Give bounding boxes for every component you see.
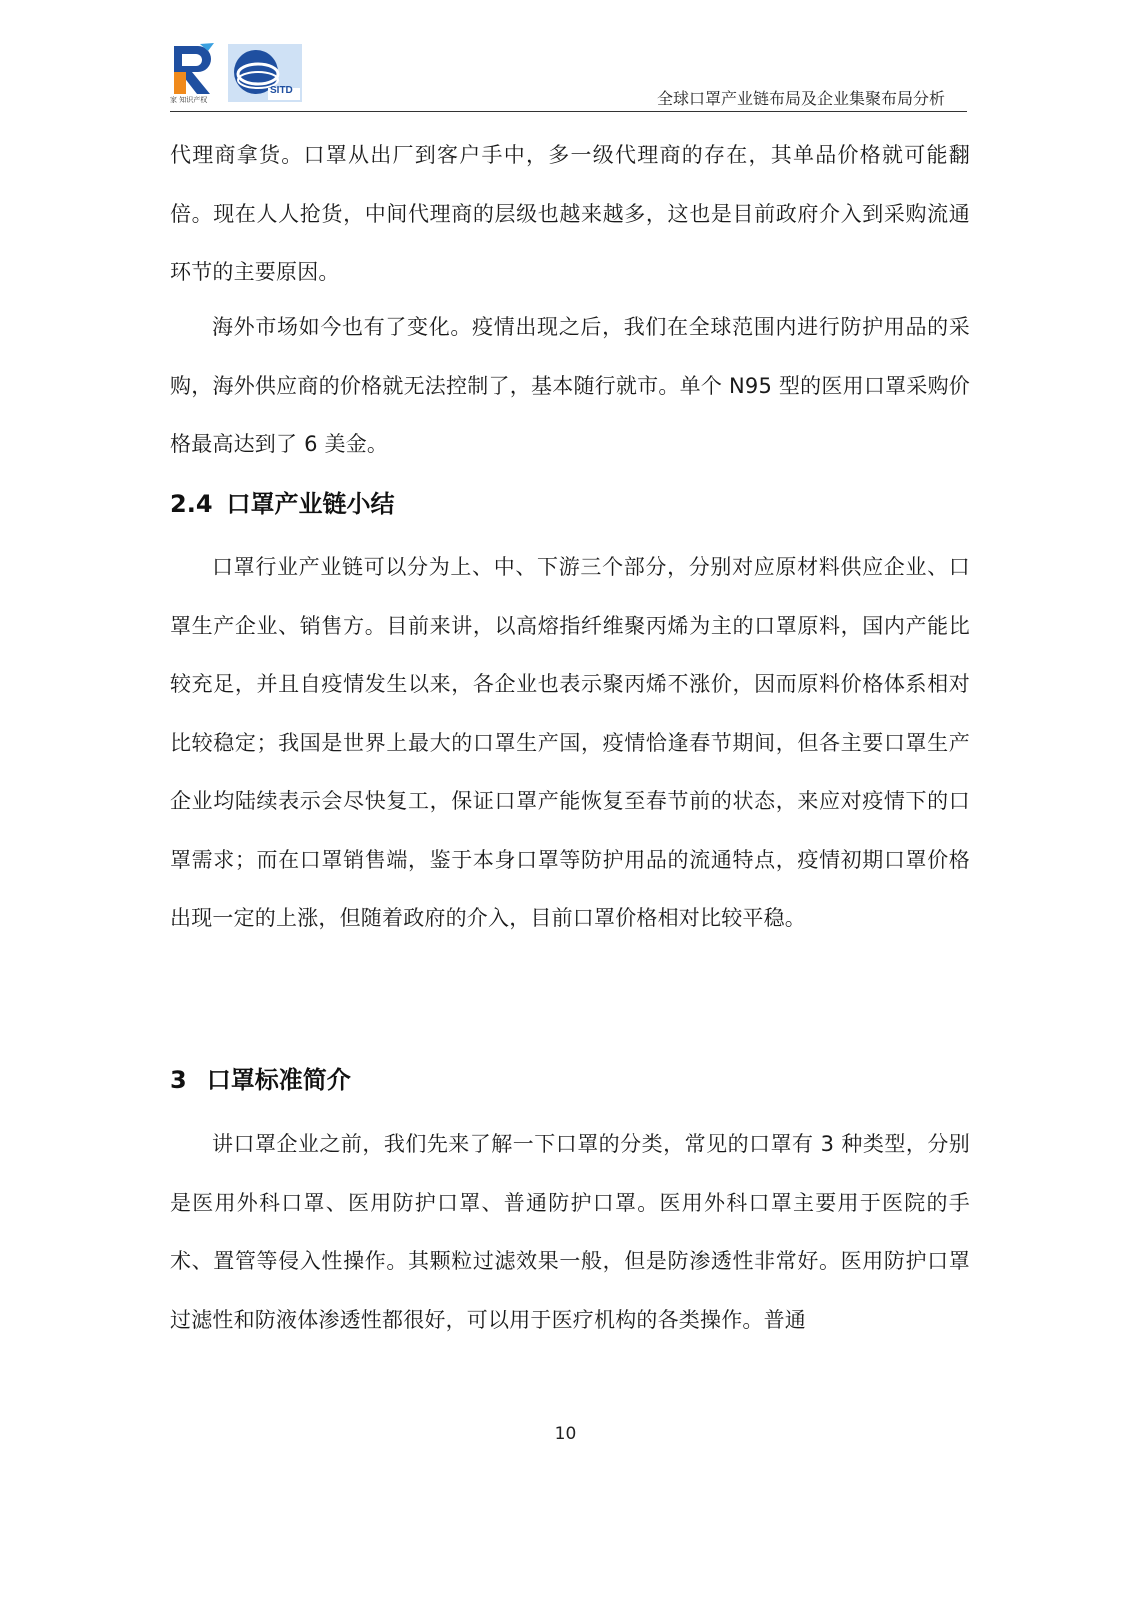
section-heading-3	[170, 1063, 970, 1097]
heading-text: 口罩标准简介	[206, 1066, 351, 1094]
header-divider	[170, 111, 967, 112]
page-number: 10	[554, 1424, 577, 1444]
header-title: 全球口罩产业链布局及企业集聚布局分析	[656, 89, 945, 108]
page-header	[170, 40, 967, 112]
paragraph: 海外市场如今也有了变化。疫情出现之后，我们在全球范围内进行防护用品的采购，海外供应商的价格就无法控制了，基本随行就市。单个 N95 型的医用口罩采购价格最高达到了 6 美金。	[170, 315, 970, 456]
heading-number: 3	[170, 1066, 187, 1094]
heading-text: 口罩产业链小结	[226, 490, 395, 518]
paragraph-block-1	[170, 126, 970, 302]
paragraph-block-3	[170, 538, 970, 948]
paragraph: 代理商拿货。口罩从出厂到客户手中，多一级代理商的存在，其单品价格就可能翻倍。现在人人抢货，中间代理商的层级也越来越多，这也是目前政府介入到采购流通环节的主要原因。	[170, 143, 970, 284]
paragraph: 口罩行业产业链可以分为上、中、下游三个部分，分别对应原材料供应企业、口罩生产企业、销售方。目前来讲，以高熔指纤维聚丙烯为主的口罩原料，国内产能比较充足，并且自疫情发生以来，各企业也表示聚丙烯不涨价，因而原料价格体系相对比较稳定；我国是世界上最大的口罩生产国，疫情恰逢春节期间，但各主要口罩生产企业均陆续表示会尽快复工，保证口罩产能恢复至春节前的状态，来应对疫情下的口罩需求；而在口罩销售端，鉴于本身口罩等防护用品的流通特点，疫情初期口罩价格出现一定的上涨，但随着政府的介入，目前口罩价格相对比较平稳。	[170, 555, 970, 930]
section-heading-2-4	[170, 487, 970, 521]
sitd-caption: SITD	[270, 85, 293, 96]
paragraph-block-2	[170, 298, 970, 474]
logo-caption: 家 知识产权	[170, 96, 208, 104]
heading-number: 2.4	[170, 490, 213, 518]
paragraph-block-4	[170, 1115, 970, 1349]
paragraph: 讲口罩企业之前，我们先来了解一下口罩的分类，常见的口罩有 3 种类型，分别是医用外科口罩、医用防护口罩、普通防护口罩。医用外科口罩主要用于医院的手术、置管等侵入性操作。其颗粒过滤效果一般，但是防渗透性非常好。医用防护口罩过滤性和防液体渗透性都很好，可以用于医疗机构的各类操作。普通	[170, 1132, 970, 1332]
